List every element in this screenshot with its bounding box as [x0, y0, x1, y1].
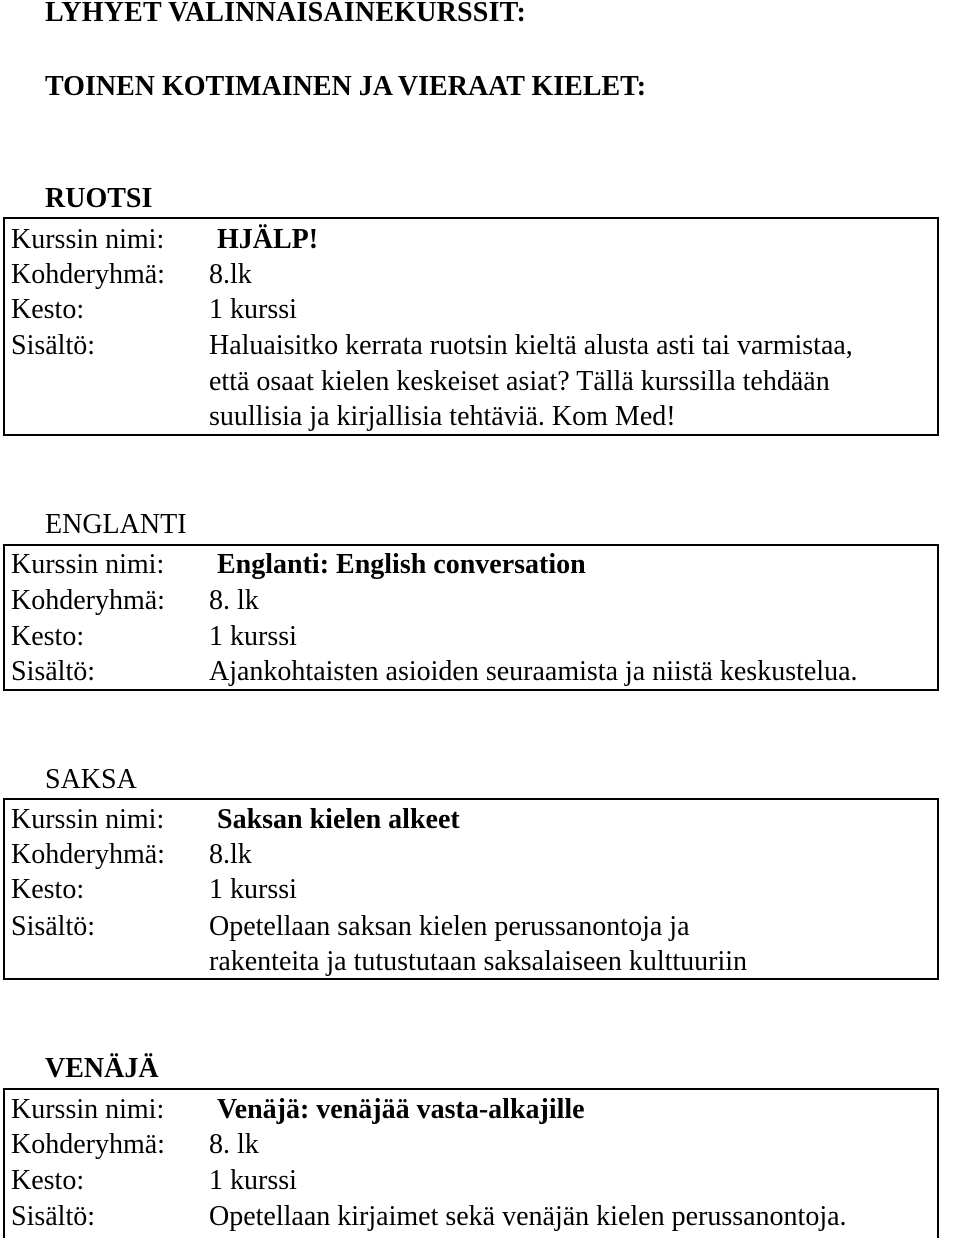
course-name-label: Kurssin nimi: — [11, 804, 165, 835]
course-target-value: 8. lk — [209, 585, 259, 616]
course-content-line: Ajankohtaisten asioiden seuraamista ja niistä keskustelua. — [209, 656, 858, 687]
course-heading-ruotsi: RUOTSI — [45, 183, 153, 214]
course-duration-value: 1 kurssi — [209, 621, 297, 652]
course-content-line: Opetellaan kirjaimet sekä venäjän kielen perussanontoja. — [209, 1201, 847, 1232]
course-target-value: 8. lk — [209, 1129, 259, 1160]
course-name-label: Kurssin nimi: — [11, 1094, 165, 1125]
course-box-ruotsi — [3, 217, 939, 436]
course-name-label: Kurssin nimi: — [11, 224, 165, 255]
course-target-value: 8.lk — [209, 259, 252, 290]
course-duration-label: Kesto: — [11, 874, 85, 905]
course-box-englanti — [3, 544, 939, 691]
course-name-value: Venäjä: venäjää vasta-alkajille — [217, 1094, 585, 1125]
course-heading-englanti: ENGLANTI — [45, 509, 187, 540]
course-name-label: Kurssin nimi: — [11, 549, 165, 580]
course-content-line: että osaat kielen keskeiset asiat? Tällä kurssilla tehdään — [209, 366, 830, 397]
course-duration-value: 1 kurssi — [209, 1165, 297, 1196]
course-content-line: rakenteita ja tutustutaan saksalaiseen kulttuuriin — [209, 946, 748, 977]
course-duration-label: Kesto: — [11, 1165, 85, 1196]
course-content-label: Sisältö: — [11, 1201, 96, 1232]
course-box-venaja — [3, 1088, 939, 1238]
section-title: TOINEN KOTIMAINEN JA VIERAAT KIELET: — [45, 71, 647, 102]
course-target-label: Kohderyhmä: — [11, 1129, 165, 1160]
course-content-label: Sisältö: — [11, 911, 96, 942]
course-duration-value: 1 kurssi — [209, 874, 297, 905]
course-content-line: Opetellaan saksan kielen perussanontoja ja — [209, 911, 690, 942]
course-target-label: Kohderyhmä: — [11, 839, 165, 870]
page-title: LYHYET VALINNAISAINEKURSSIT: — [45, 0, 526, 28]
course-content-label: Sisältö: — [11, 656, 96, 687]
course-heading-saksa: SAKSA — [45, 764, 137, 795]
course-content-label: Sisältö: — [11, 330, 96, 361]
course-duration-label: Kesto: — [11, 294, 85, 325]
course-target-label: Kohderyhmä: — [11, 259, 165, 290]
course-target-value: 8.lk — [209, 839, 252, 870]
course-name-value: Saksan kielen alkeet — [217, 804, 460, 835]
course-content-line: suullisia ja kirjallisia tehtäviä. Kom Med! — [209, 401, 676, 432]
course-duration-value: 1 kurssi — [209, 294, 297, 325]
course-heading-venaja: VENÄJÄ — [45, 1053, 159, 1084]
course-content-line: Haluaisitko kerrata ruotsin kieltä alusta asti tai varmistaa, — [209, 330, 853, 361]
course-name-value: HJÄLP! — [217, 224, 319, 255]
course-target-label: Kohderyhmä: — [11, 585, 165, 616]
course-name-value: Englanti: English conversation — [217, 549, 586, 580]
course-box-saksa — [3, 798, 939, 980]
course-duration-label: Kesto: — [11, 621, 85, 652]
